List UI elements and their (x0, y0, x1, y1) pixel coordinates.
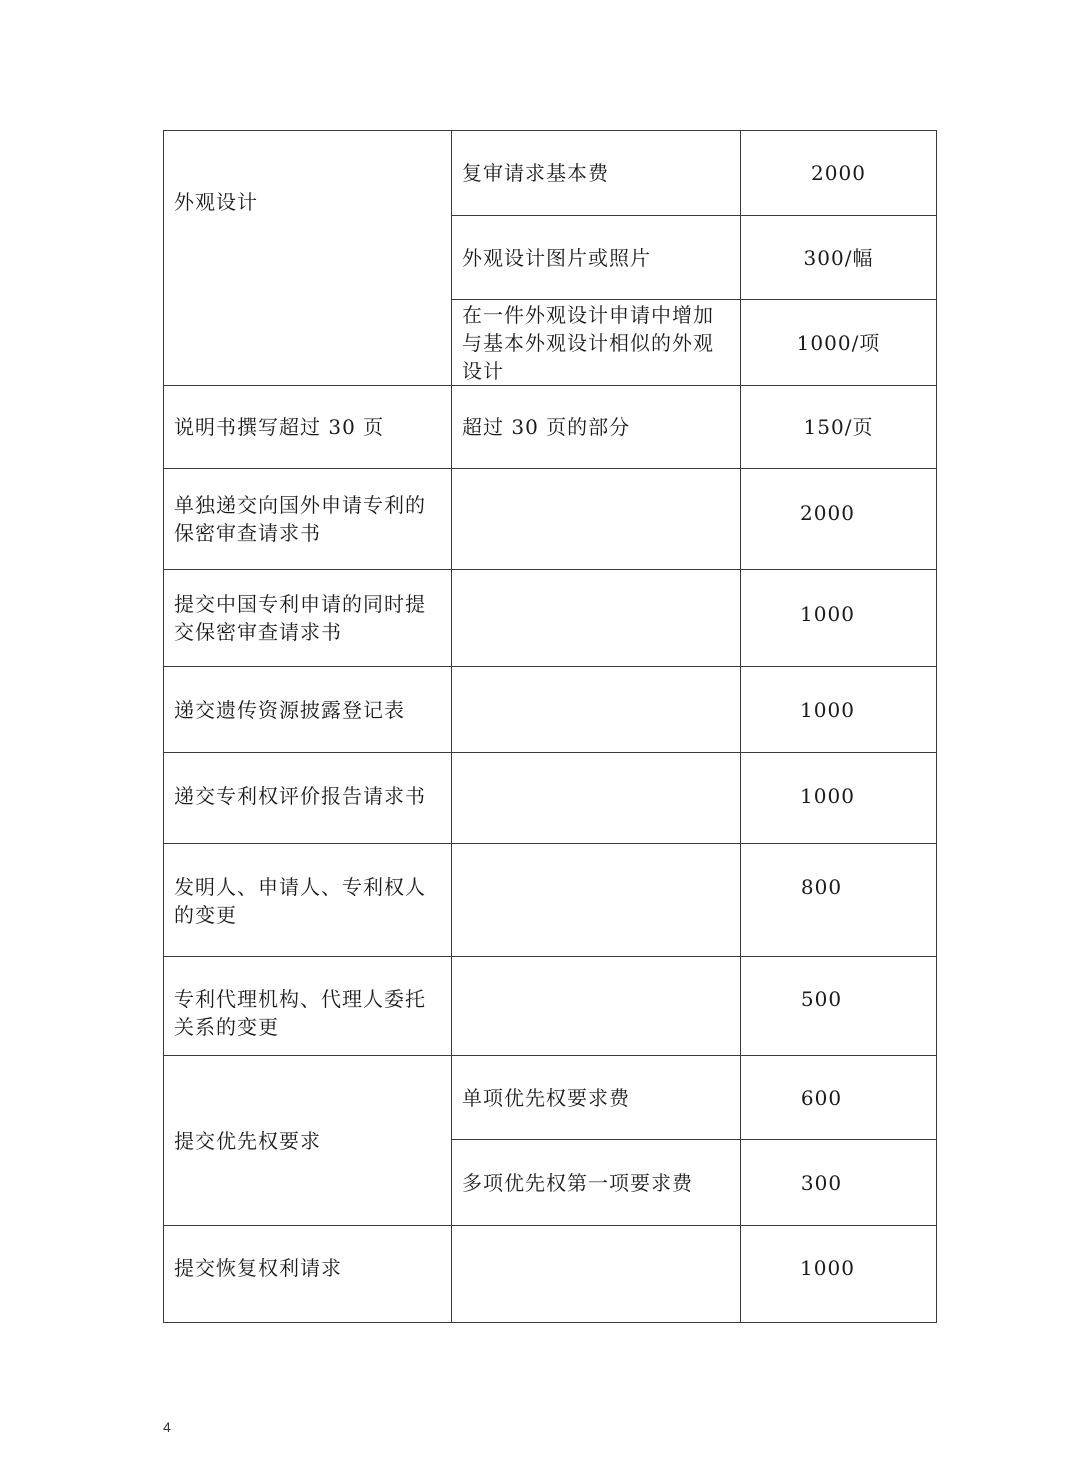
fee-amount: 1000 (800, 1256, 855, 1280)
fee-subitem-cell (452, 844, 741, 957)
table-row (164, 667, 937, 753)
fee-subitem-cell: 外观设计图片或照片 (452, 216, 741, 300)
fee-item-cell: 递交专利权评价报告请求书 (164, 753, 452, 844)
fee-amount: 2000 (800, 501, 855, 525)
fee-amount: 1000 (800, 697, 855, 722)
fee-item-cell: 提交恢复权利请求 (164, 1226, 452, 1323)
fee-amount: 500 (800, 987, 843, 1011)
fee-amount-cell (741, 957, 937, 1056)
fee-amount: 1000/项 (796, 330, 881, 355)
fee-subitem-cell (452, 667, 741, 753)
fee-subitem-cell (452, 1226, 741, 1323)
page-number: 4 (163, 1419, 171, 1435)
fee-amount-cell (741, 844, 937, 957)
fee-amount-cell (741, 753, 937, 844)
fee-amount-cell (741, 667, 937, 753)
fee-amount-cell (741, 216, 937, 300)
fee-amount: 1000 (800, 784, 855, 808)
table-row (164, 753, 937, 844)
fee-amount-cell (741, 1226, 937, 1323)
fee-amount-cell (741, 469, 937, 570)
fee-table (163, 130, 937, 1323)
fee-amount: 2000 (811, 161, 866, 185)
fee-item-cell: 提交中国专利申请的同时提交保密审查请求书 (164, 570, 452, 667)
table-row (164, 1226, 937, 1323)
fee-subitem-cell (452, 753, 741, 844)
fee-subitem-cell: 单项优先权要求费 (452, 1056, 741, 1140)
fee-amount-cell (741, 300, 937, 386)
fee-item-cell: 外观设计 (164, 131, 452, 386)
fee-amount: 300/幅 (803, 245, 874, 270)
fee-amount-cell (741, 570, 937, 667)
fee-amount: 800 (800, 875, 843, 899)
fee-item-cell: 提交优先权要求 (164, 1056, 452, 1226)
table-row (164, 844, 937, 957)
table-row (164, 469, 937, 570)
fee-amount: 600 (800, 1085, 843, 1110)
fee-subitem-cell: 复审请求基本费 (452, 131, 741, 216)
fee-amount-cell (741, 1056, 937, 1140)
fee-subitem-cell (452, 469, 741, 570)
fee-item-cell: 专利代理机构、代理人委托关系的变更 (164, 957, 452, 1056)
fee-subitem-cell (452, 957, 741, 1056)
fee-subitem-cell (452, 570, 741, 667)
table-row (164, 131, 937, 216)
fee-subitem-cell: 超过 30 页的部分 (452, 386, 741, 469)
table-row (164, 570, 937, 667)
fee-amount-cell (741, 131, 937, 216)
table-row (164, 957, 937, 1056)
table-row (164, 386, 937, 469)
table-row (164, 1056, 937, 1140)
fee-amount: 300 (800, 1170, 843, 1195)
fee-amount-cell (741, 386, 937, 469)
fee-amount: 1000 (800, 602, 855, 626)
fee-item-cell: 递交遗传资源披露登记表 (164, 667, 452, 753)
fee-subitem-cell: 多项优先权第一项要求费 (452, 1140, 741, 1226)
fee-item-cell: 单独递交向国外申请专利的保密审查请求书 (164, 469, 452, 570)
fee-amount-cell (741, 1140, 937, 1226)
fee-amount: 150/页 (803, 415, 874, 439)
fee-subitem-cell: 在一件外观设计申请中增加与基本外观设计相似的外观设计 (452, 300, 741, 386)
fee-item-cell: 说明书撰写超过 30 页 (164, 386, 452, 469)
fee-item-cell: 发明人、申请人、专利权人的变更 (164, 844, 452, 957)
